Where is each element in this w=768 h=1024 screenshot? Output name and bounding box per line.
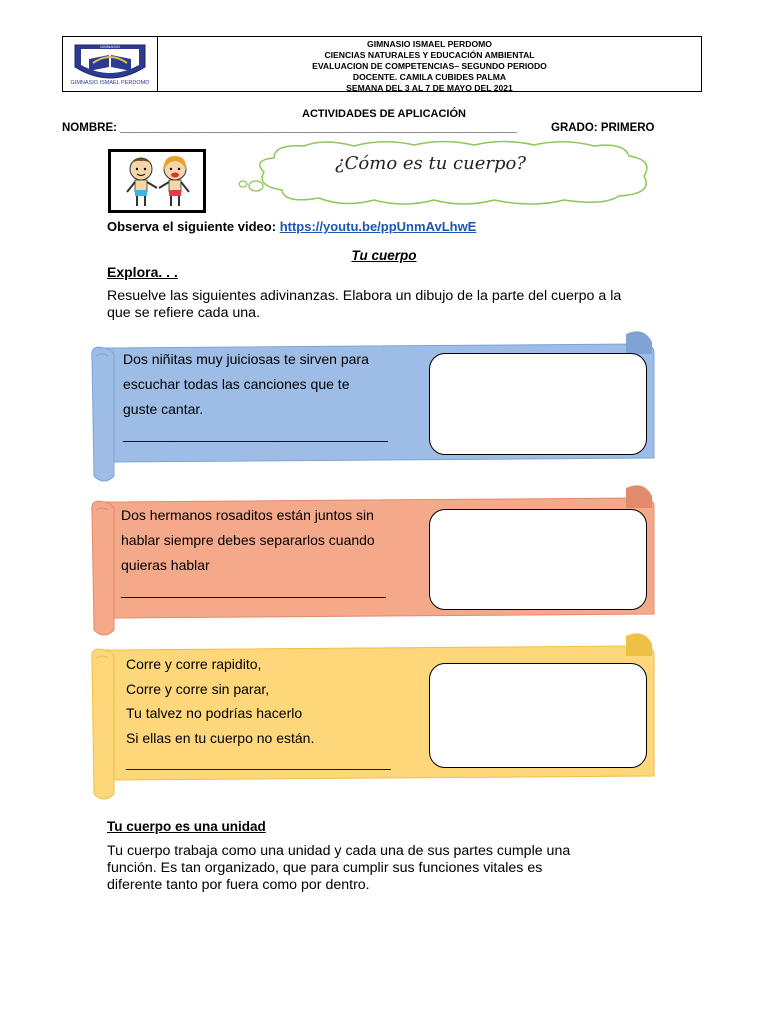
riddle-3-text — [126, 652, 391, 775]
video-label: Observa el siguiente video: — [107, 219, 277, 234]
riddle-2-line: hablar siempre debes separarlos cuando — [121, 532, 375, 548]
riddle-3-line: Corre y corre sin parar, — [126, 680, 270, 697]
header-line-teacher: DOCENTE. CAMILA CUBIDES PALMA — [352, 72, 507, 82]
cloud-title: ¿Cómo es tu cuerpo? — [335, 153, 526, 174]
header-line-evaluation: EVALUACION DE COMPETENCIAS– SEGUNDO PERIODO — [312, 61, 547, 71]
kids-illustration — [111, 152, 203, 210]
unit-text-line: función. Es tan organizado, que para cumplir sus funciones vitales es — [107, 860, 543, 876]
riddle-3-line: Si ellas en tu cuerpo no están. — [126, 729, 315, 746]
riddle-2-answer-line[interactable]: __________________________________ — [121, 582, 386, 598]
name-label: NOMBRE: ______________________________________________________________ — [62, 122, 517, 134]
logo-text: GIMNASIO ISMAEL PERDOMO — [70, 80, 150, 86]
header-line-week: SEMANA DEL 3 AL 7 DE MAYO DEL 2021 — [346, 83, 513, 93]
logo-cell — [63, 37, 158, 91]
unit-text-line: Tu cuerpo trabaja como una unidad y cada una de sus partes cumple una — [107, 843, 571, 859]
header-lines — [158, 39, 701, 94]
unit-title: Tu cuerpo es una unidad — [107, 819, 266, 834]
explore-label: Explora. . . — [107, 264, 178, 280]
riddle-2-text — [121, 503, 386, 603]
activities-title: ACTIVIDADES DE APLICACIÓN — [302, 108, 466, 120]
school-logo — [63, 37, 157, 91]
video-link[interactable]: https://youtu.be/ppUnmAvLhwE — [279, 219, 477, 234]
riddle-1-text — [123, 347, 388, 447]
header-line-subject: CIENCIAS NATURALES Y EDUCACIÓN AMBIENTAL — [324, 50, 535, 60]
grade-label: GRADO: PRIMERO — [551, 122, 655, 134]
riddle-1-line: escuchar todas las canciones que te — [123, 376, 350, 392]
riddle-1-line: guste cantar. — [123, 401, 204, 417]
riddle-3-line: Corre y corre rapidito, — [126, 656, 262, 672]
header-table — [62, 36, 702, 92]
unit-text-line: diferente tanto por fuera como por dentro. — [107, 877, 370, 893]
riddle-3-line: Tu talvez no podrías hacerlo — [126, 705, 303, 721]
riddle-1-line: Dos niñitas muy juiciosas te sirven para — [123, 351, 369, 367]
riddle-2-line: Dos hermanos rosaditos están juntos sin — [121, 507, 374, 523]
kids-picture — [108, 149, 206, 213]
video-row — [107, 219, 476, 234]
drawing-box-3[interactable] — [429, 663, 647, 768]
riddle-3-answer-line[interactable]: __________________________________ — [126, 754, 391, 770]
header-line-school: GIMNASIO ISMAEL PERDOMO — [367, 39, 492, 49]
logo-text-top: GIMNASIO — [99, 44, 121, 49]
drawing-box-1[interactable] — [429, 353, 647, 455]
section-title: Tu cuerpo — [351, 248, 417, 263]
riddle-2-line: quieras hablar — [121, 557, 210, 573]
drawing-box-2[interactable] — [429, 509, 647, 610]
riddle-1-answer-line[interactable]: __________________________________ — [123, 426, 388, 442]
instructions-text: Resuelve las siguientes adivinanzas. Elabora un dibujo de la parte del cuerpo a la que se refiere cada una. — [107, 288, 622, 321]
unit-text — [107, 843, 667, 894]
